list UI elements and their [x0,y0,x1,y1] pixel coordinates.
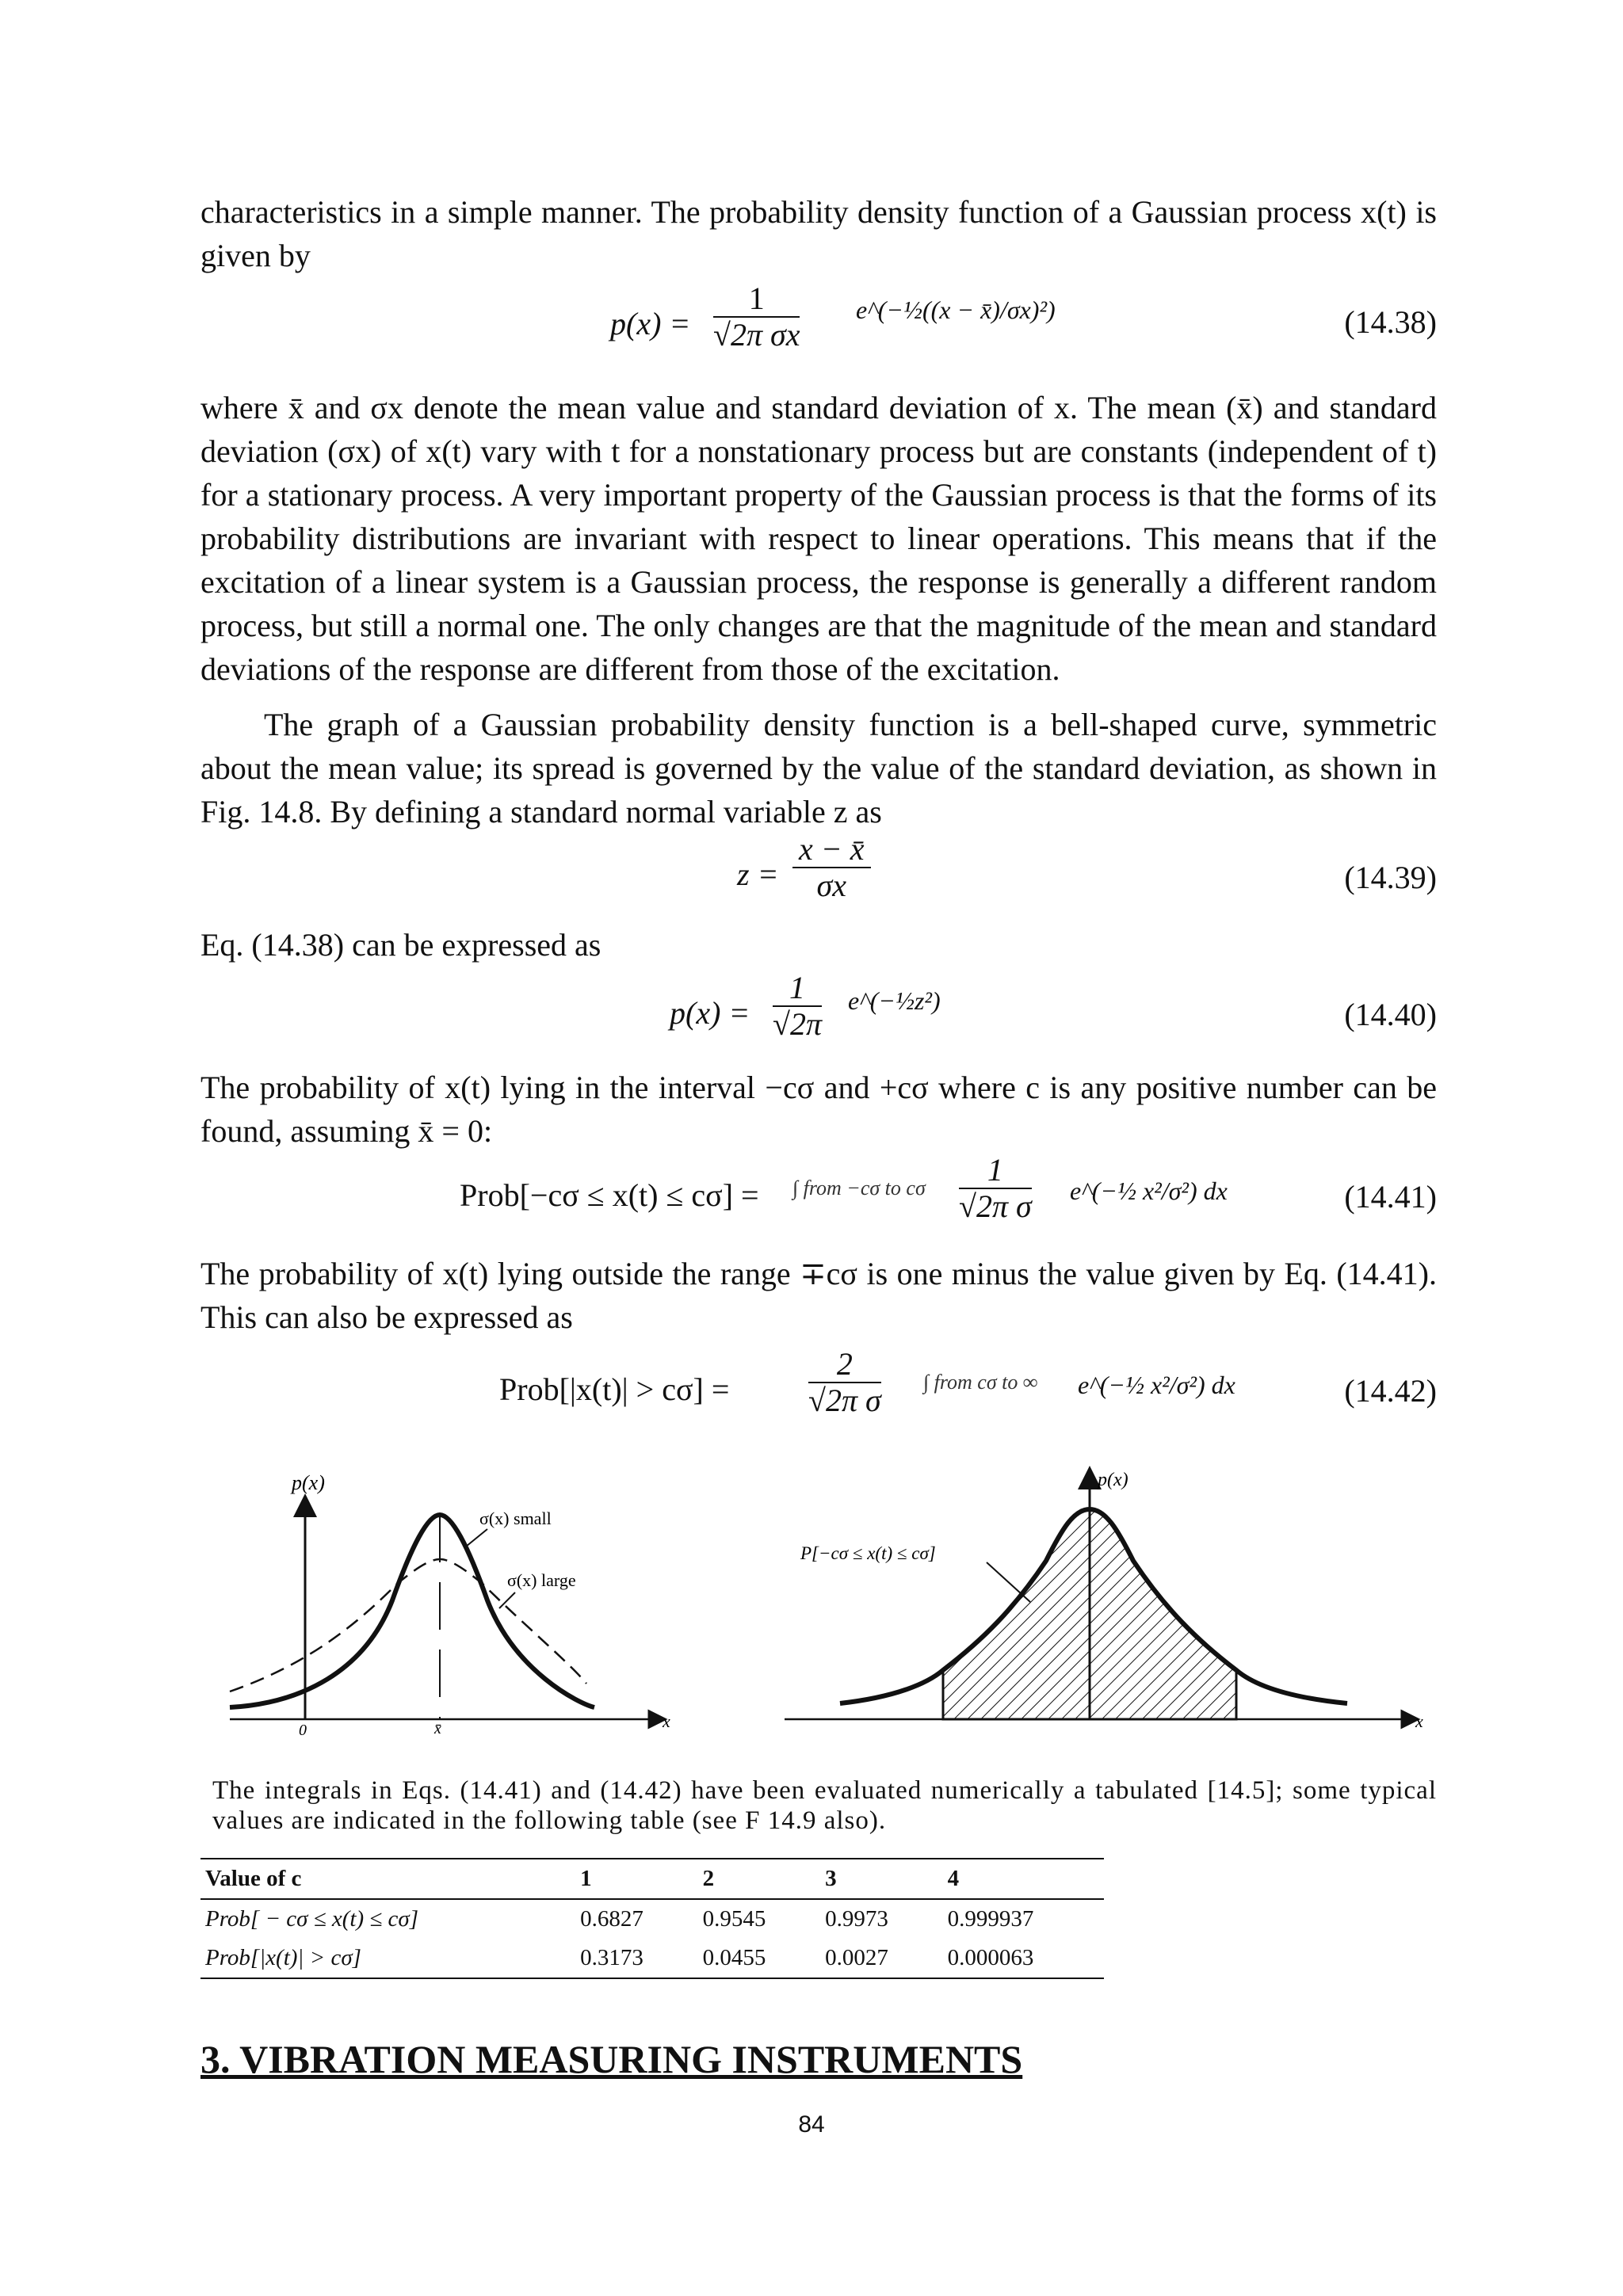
paragraph-gaussian-properties: where x̄ and σx denote the mean value and standard deviation of x. The mean (x̄) and standard deviation (σx) of x(t) vary with t for a nonstationary process but are constants (independent of t) for a stationary process. A very important property of the Gaussian process is that the forms of its probability distributions are invariant with respect to linear operations. This means that if the excitation of a linear system is a Gaussian process, the response is generally a different random process, but still a normal one. The only changes are that the magnitude of the mean and standard deviations of the response are different from those of the excitation. [200,390,1437,687]
eq-exponential: e^(−½ x²/σ²) dx [1078,1371,1235,1399]
paragraph-expressed: Eq. (14.38) can be expressed as [200,927,601,963]
eq-lhs: p(x) = [610,306,691,341]
table-cell: Prob[ − cσ ≤ x(t) ≤ cσ] [205,1906,418,1932]
eq-numerator: 2 [808,1347,881,1383]
label-sigma-small: σ(x) small [479,1508,552,1528]
left-xlabel: x [663,1711,670,1731]
probability-table [200,1858,1104,1979]
paragraph-probability-interval: The probability of x(t) lying in the interval −cσ and +cσ where c is any positive number can be found, assuming x̄ = 0: [200,1070,1437,1149]
table-cell: 0.9545 [702,1906,766,1932]
left-ylabel: p(x) [292,1471,325,1494]
region-leader [987,1562,1030,1602]
table-row [200,1899,1104,1939]
label-region: P[−cσ ≤ x(t) ≤ cσ] [800,1543,936,1563]
eq-numerator: 1 [713,281,800,318]
right-ylabel: p(x) [1098,1470,1128,1490]
curve-small-sigma [230,1515,594,1707]
table-header-cell: 2 [702,1866,715,1891]
eq-numerator: 1 [773,971,822,1007]
right-xlabel: x [1415,1711,1423,1731]
eq-denominator: √2π σ [808,1383,881,1418]
table-header-cell: 4 [947,1866,960,1891]
paragraph-bell-curve: The graph of a Gaussian probability density function is a bell-shaped curve, symmetric about the mean value; its spread is governed by the value of the standard deviation, as shown in Fig. 14.8. By defining a standard normal variable z as [200,707,1437,830]
table-header-cell: 3 [825,1866,837,1891]
page-number: 84 [798,2111,825,2138]
equation-14-39 [0,832,1623,927]
small-label-leader [466,1529,487,1547]
eq-lhs: z = [737,856,779,892]
table-cell: 0.3173 [580,1945,643,1970]
eq-lhs: Prob[|x(t)| > cσ] = [499,1371,730,1407]
equation-number: (14.41) [1344,1179,1437,1215]
equation-number: (14.38) [1344,304,1437,340]
eq-fraction [713,281,800,353]
figure-probability-region [777,1466,1434,1735]
table-cell: Prob[|x(t)| > cσ] [205,1945,361,1970]
table-row [200,1939,1104,1978]
eq-fraction [808,1347,881,1418]
label-mean: x̄ [434,1720,441,1735]
eq-denominator: √2π σ [959,1188,1032,1224]
table-cell: 0.6827 [580,1906,643,1932]
label-origin: 0 [299,1722,307,1735]
large-label-leader [499,1592,515,1608]
table-header-cell: 1 [580,1866,592,1891]
equation-number: (14.42) [1344,1373,1437,1409]
eq-lhs: Prob[−cσ ≤ x(t) ≤ cσ] = [460,1177,759,1213]
table-header-cell: Value of c [205,1866,302,1891]
eq-numerator: x − x̄ [792,832,871,868]
equation-14-38 [0,281,1623,376]
figure-gaussian-curves [214,1466,721,1735]
eq-integral: ∫ from −cσ to cσ [792,1177,926,1199]
equation-14-42 [0,1347,1623,1442]
eq-exponential: e^(−½((x − x̄)/σx)²) [856,296,1056,324]
table-cell: 0.000063 [947,1945,1034,1970]
equation-number: (14.39) [1344,860,1437,895]
eq-lhs: p(x) = [670,995,750,1031]
equation-14-40 [0,971,1623,1066]
paragraph-outside-range: The probability of x(t) lying outside the range ∓cσ is one minus the value given by Eq. (14.41). This can also be expressed as [200,1256,1437,1335]
eq-exponential: e^(−½z²) [848,986,941,1015]
equation-14-41 [0,1153,1623,1248]
eq-fraction [959,1153,1032,1224]
eq-integral: ∫ from cσ to ∞ [923,1371,1038,1394]
figure-caption: The integrals in Eqs. (14.41) and (14.42) have been evaluated numerically a tabulated [14.5]; some typical values are indicated in the following table (see F 14.9 also). [212,1776,1437,1835]
equation-number: (14.40) [1344,997,1437,1032]
table-cell: 0.0027 [825,1945,888,1970]
eq-fraction [792,832,871,903]
eq-numerator: 1 [959,1153,1032,1189]
table-header-row [200,1859,1104,1899]
eq-denominator: √2π [773,1006,822,1042]
section-heading: 3. VIBRATION MEASURING INSTRUMENTS [200,2037,1023,2081]
eq-denominator: √2π σx [713,317,800,353]
paragraph-intro: characteristics in a simple manner. The probability density function of a Gaussian process x(t) is given by [200,194,1437,273]
table-cell: 0.999937 [947,1906,1034,1932]
eq-fraction [773,971,822,1042]
eq-denominator: σx [816,868,846,903]
label-sigma-large: σ(x) large [507,1570,576,1590]
eq-exponential: e^(−½ x²/σ²) dx [1070,1177,1228,1205]
table-cell: 0.9973 [825,1906,888,1932]
table-cell: 0.0455 [702,1945,766,1970]
